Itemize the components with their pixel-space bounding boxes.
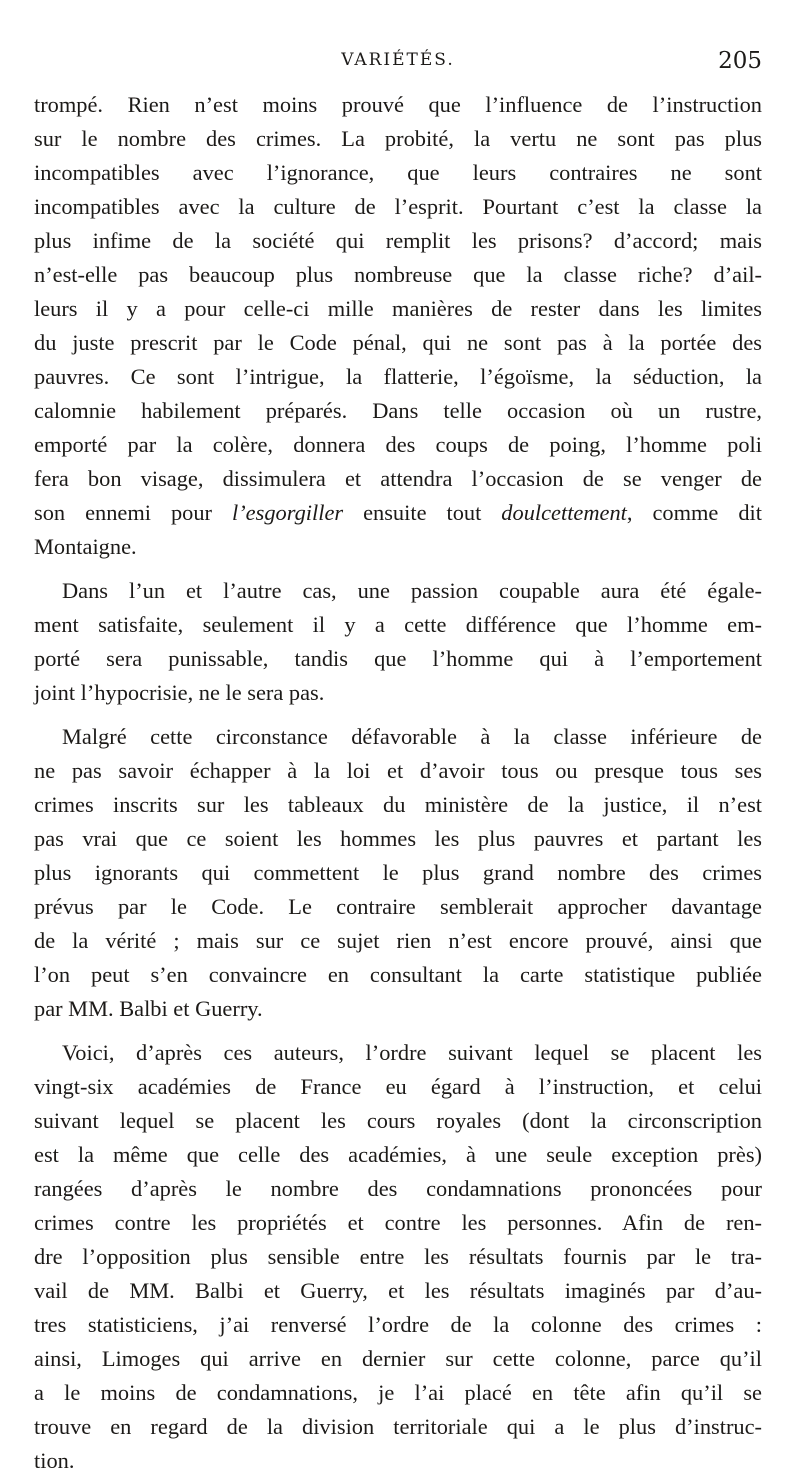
text-line: de la vérité ; mais sur ce sujet rien n’est encore prouvé, ainsi que	[34, 928, 762, 953]
paragraph-3	[34, 720, 762, 1026]
text-line: suivant lequel se placent les cours royales (dont la circonscription	[34, 1108, 762, 1133]
text-line: n’est-elle pas beaucoup plus nombreuse que la classe riche? d’ail-	[34, 262, 762, 287]
text-line: incompatibles avec l’ignorance, que leurs contraires ne sont	[34, 160, 762, 185]
text-line: par MM. Balbi et Guerry.	[34, 996, 263, 1021]
text-line: ainsi, Limoges qui arrive en dernier sur cette colonne, parce qu’il	[34, 1346, 762, 1371]
text-line: plus ignorants qui commettent le plus grand nombre des crimes	[34, 860, 762, 885]
text-line: ne pas savoir échapper à la loi et d’avoir tous ou presque tous ses	[34, 758, 762, 783]
text-line: a le moins de condamnations, je l’ai placé en tête afin qu’il se	[34, 1380, 762, 1405]
text-line: Montaigne.	[34, 534, 137, 559]
text-run: son ennemi pour	[34, 500, 232, 525]
text-run: ensuite tout	[343, 500, 502, 525]
text-line: fera bon visage, dissimulera et attendra l’occasion de se venger de	[34, 466, 762, 491]
paragraph-4	[34, 1036, 762, 1478]
text-line: Dans l’un et l’autre cas, une passion coupable aura été égale-	[62, 578, 762, 603]
body-text	[34, 88, 762, 1478]
text-line: rangées d’après le nombre des condamnations prononcées pour	[34, 1176, 762, 1201]
text-line: dre l’opposition plus sensible entre les résultats fournis par le tra-	[34, 1244, 762, 1269]
text-run: , comme dit	[626, 500, 762, 525]
text-line: emporté par la colère, donnera des coups de poing, l’homme poli	[34, 432, 762, 457]
paragraph-2	[34, 574, 762, 710]
text-line: trouve en regard de la division territoriale qui a le plus d’instruc-	[34, 1414, 762, 1439]
running-head	[34, 0, 762, 88]
text-line-with-italics	[34, 496, 762, 530]
text-line: joint l’hypocrisie, ne le sera pas.	[34, 680, 325, 705]
paragraph-1	[34, 88, 762, 564]
text-line: l’on peut s’en convaincre en consultant la carte statistique publiée	[34, 962, 762, 987]
text-line: calomnie habilement préparés. Dans telle occasion où un rustre,	[34, 398, 762, 423]
text-line: pauvres. Ce sont l’intrigue, la flatterie, l’égoïsme, la séduction, la	[34, 364, 762, 389]
text-line: prévus par le Code. Le contraire semblerait approcher davantage	[34, 894, 762, 919]
text-line: porté sera punissable, tandis que l’homme qui à l’emportement	[34, 646, 762, 671]
text-line: crimes inscrits sur les tableaux du ministère de la justice, il n’est	[34, 792, 762, 817]
text-line: leurs il y a pour celle-ci mille manières de rester dans les limites	[34, 296, 762, 321]
text-line: tres statisticiens, j’ai renversé l’ordre de la colonne des crimes :	[34, 1312, 762, 1337]
text-line: vingt-six académies de France eu égard à l’instruction, et celui	[34, 1074, 762, 1099]
text-line: tion.	[34, 1448, 75, 1473]
text-line: du juste prescrit par le Code pénal, qui ne sont pas à la portée des	[34, 330, 762, 355]
text-line: ment satisfaite, seulement il y a cette différence que l’homme em-	[34, 612, 762, 637]
page-number: 205	[718, 48, 762, 74]
text-line: est la même que celle des académies, à une seule exception près)	[34, 1142, 762, 1167]
text-line: pas vrai que ce soient les hommes les plus pauvres et partant les	[34, 826, 762, 851]
text-line: crimes contre les propriétés et contre les personnes. Afin de ren-	[34, 1210, 762, 1235]
text-line: plus infime de la société qui remplit les prisons? d’accord; mais	[34, 228, 762, 253]
text-line: Malgré cette circonstance défavorable à la classe inférieure de	[62, 724, 762, 749]
text-line: vail de MM. Balbi et Guerry, et les résultats imaginés par d’au-	[34, 1278, 762, 1303]
text-line: incompatibles avec la culture de l’esprit. Pourtant c’est la classe la	[34, 194, 762, 219]
text-line: Voici, d’après ces auteurs, l’ordre suivant lequel se placent les	[62, 1040, 762, 1065]
italic-term: doulcettement	[501, 500, 627, 525]
text-line: trompé. Rien n’est moins prouvé que l’influence de l’instruction	[34, 92, 762, 117]
italic-term: l’esgorgiller	[231, 500, 344, 525]
text-line: sur le nombre des crimes. La probité, la vertu ne sont pas plus	[34, 126, 762, 151]
running-title: VARIÉTÉS.	[341, 50, 455, 70]
